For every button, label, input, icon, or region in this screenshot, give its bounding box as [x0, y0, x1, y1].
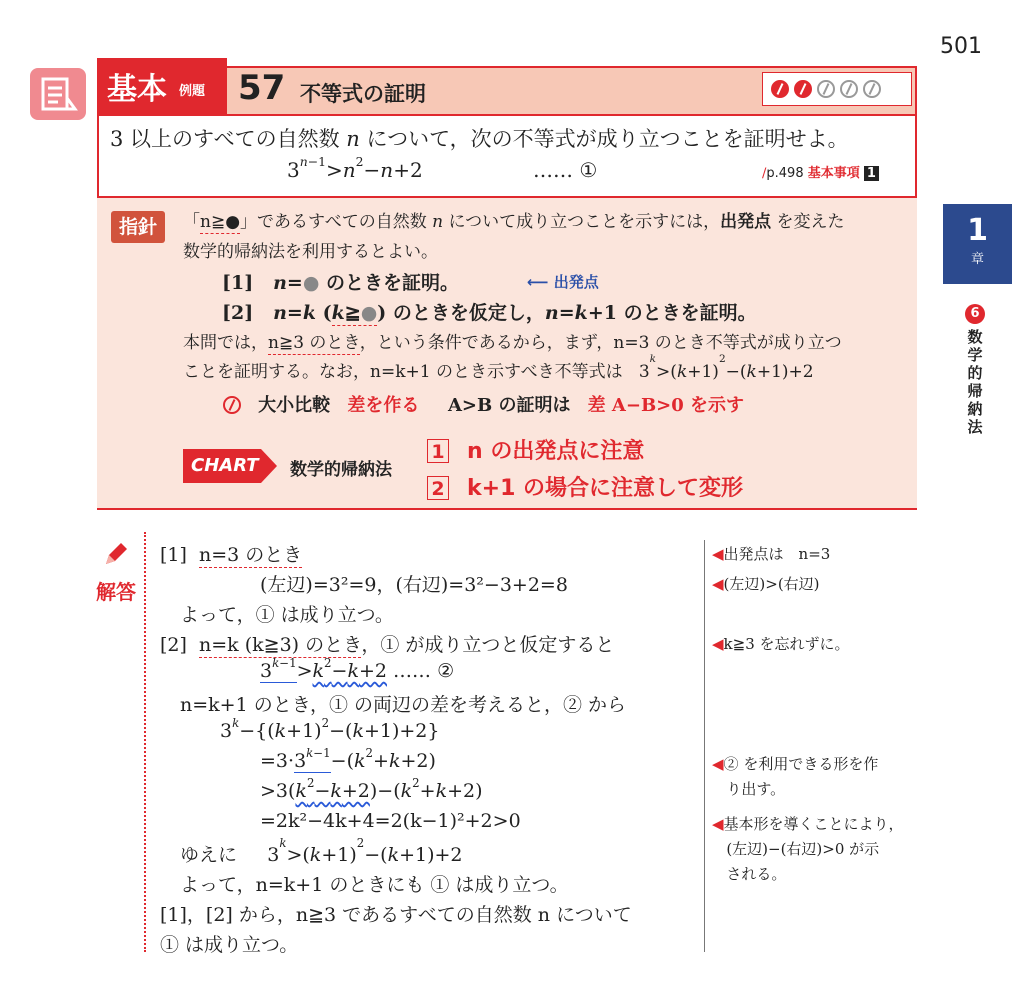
- side-note-2: ◀(左辺)>(右辺): [712, 575, 820, 593]
- difficulty-empty-icon: [840, 80, 858, 98]
- guide-paragraph-2: ことを証明する。なお，n=k+1 のとき示すべき不等式は $3^k>(k+1)^2-(k+1)+2$: [183, 353, 814, 382]
- section-title-vertical: 数学的帰納法: [967, 328, 983, 436]
- answer-label: 解答: [96, 580, 136, 604]
- pencil-icon: [100, 540, 130, 574]
- answer-line-12: よって，n=k+1 のときにも ① は成り立つ。: [180, 874, 569, 896]
- answer-line-3: よって，① は成り立つ。: [180, 604, 394, 626]
- guide-line-1: 「n≧●」であるすべての自然数 n について成り立つことを示すには，出発点 を変えた: [183, 212, 845, 232]
- guide-paragraph-1: 本問では，n≧3 のとき，という条件であるから，まず，n=3 のとき不等式が成り立つ: [183, 333, 842, 353]
- side-note-4: ◀② を利用できる形を作 り出す。: [712, 755, 879, 798]
- side-note-3: ◀k≧3 を忘れずに。: [712, 635, 850, 653]
- answer-line-7: $3^k-\{(k+1)^2-(k+1)+2\}$: [220, 716, 440, 742]
- side-note-5: ◀基本形を導くことにより， (左辺)−(右辺)>0 が示 される。: [712, 815, 904, 883]
- chart-item-2: 2 k+1 の場合に注意して変形: [427, 471, 743, 502]
- answer-line-4: [2] n=k (k≧3) のとき，① が成り立つと仮定すると: [160, 634, 615, 656]
- answer-line-8: $=3\cdot 3^{k-1}-(k^2+k+2)$: [260, 746, 436, 772]
- chart-item-1: 1 n の出発点に注意: [427, 434, 644, 465]
- difficulty-rating: [762, 72, 912, 106]
- starting-point-note: ⟵ 出発点: [527, 273, 599, 291]
- side-note-1: ◀出発点は n=3: [712, 545, 831, 563]
- answer-line-5: $3^{k-1}>k^2-k+2$ …… ②: [260, 656, 455, 682]
- answer-line-9: $>3(k^2-k+2)-(k^2+k+2)$: [260, 776, 483, 802]
- problem-statement: 3 以上のすべての自然数 n について，次の不等式が成り立つことを証明せよ。: [110, 127, 849, 151]
- section-number-badge: 6: [965, 304, 985, 324]
- answer-line-14: ① は成り立つ。: [160, 934, 299, 956]
- guide-label: 指針: [111, 211, 165, 243]
- chart-title: 数学的帰納法: [290, 460, 392, 480]
- difficulty-filled-icon: [794, 80, 812, 98]
- guide-step-2: [2] n=k (k≧●) のときを仮定し，n=k+1 のときを証明。: [222, 302, 757, 324]
- side-note-divider: [704, 540, 705, 952]
- answer-divider: [144, 532, 146, 952]
- reference-link: ∕p.498 基本事項 1: [762, 162, 879, 181]
- guide-step-1: [1] n=● のときを証明。: [222, 272, 460, 294]
- book-icon: [30, 68, 86, 120]
- example-title: 不等式の証明: [300, 82, 426, 106]
- guide-line-2: 数学的帰納法を利用するとよい。: [183, 242, 438, 262]
- answer-line-6: n=k+1 のとき，① の両辺の差を考えると，② から: [180, 694, 627, 716]
- chapter-tab: 1 章: [943, 204, 1012, 284]
- kihon-badge: 基本 例題: [97, 58, 227, 114]
- comparison-tip: 大小比較 差を作る A>B の証明は 差 A−B>0 を示す: [223, 391, 744, 417]
- page-number: 501: [940, 34, 982, 59]
- answer-line-2: (左辺)=3²=9，(右辺)=3²−3+2=8: [260, 574, 568, 596]
- answer-line-10: =2k²−4k+4=2(k−1)²+2>0: [260, 810, 521, 832]
- difficulty-empty-icon: [817, 80, 835, 98]
- chart-badge: CHART: [183, 449, 277, 483]
- equation-label: …… ①: [533, 158, 598, 182]
- difficulty-empty-icon: [863, 80, 881, 98]
- answer-line-13: [1]，[2] から，n≧3 であるすべての自然数 n について: [160, 904, 632, 926]
- problem-inequality: $3^{n-1}>n^2-n+2$: [287, 154, 423, 182]
- compass-icon: [223, 396, 241, 414]
- difficulty-filled-icon: [771, 80, 789, 98]
- example-number: 57: [238, 68, 286, 108]
- answer-line-1: [1] n=3 のとき: [160, 544, 303, 566]
- answer-line-11: ゆえに $3^k>(k+1)^2-(k+1)+2$: [180, 836, 463, 866]
